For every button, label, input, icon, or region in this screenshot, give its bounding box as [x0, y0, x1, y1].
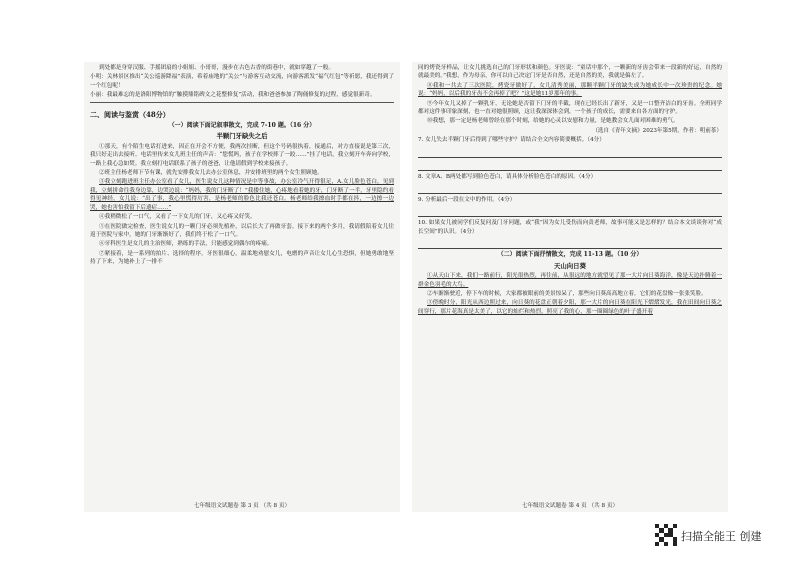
paragraph: ⑦紧接着，是一系列的拍片、选择的程序，牙医很细心，温柔地劝慰女儿，电磨的声音让女儿心生恐惧，但她勇敢地坚持了下来，为她补上了一排不 — [90, 250, 394, 266]
part-heading: （二）阅读下面抒情散文，完成 11-13 题。（10 分） — [497, 251, 643, 259]
article-title: 天山向日葵 — [554, 261, 586, 270]
page-footer: 七年级语文试题卷 第 3 页 （共 8 页） — [193, 502, 291, 509]
paragraph: ④我稍微松了一口气，又看了一下女儿的门牙，又心疼又好笑。 — [99, 214, 256, 221]
answer-line[interactable] — [418, 147, 722, 158]
paragraph: ⑩我想，那一定是杨老师曾经在那个时刻，给她的心灵以安慰和力量，是她教会女儿面对困难的勇气。 — [427, 118, 679, 125]
question-9: 9. 分析最后一段在文中的作用。（4分） — [418, 197, 516, 204]
paragraph: ⑨今年女儿又掉了一颗乳牙，无论她是否留下门牙的半截，现在已经长出了新牙，又是一口整齐洁白的牙齿。全班同学都对这件事印象深刻，也一直对她很照顾，这让我深深体会到，一个孩子的成长，需要来自各方面的守护。 — [418, 100, 722, 116]
paragraph: ①那天，有个陌生电话打进来，因正在开会不方便，我两次挂断，但这个号码很执着，接通后，对方直接说是第三次，我只好走出去接听。电话里传来女儿班主任的声音：“您慌吗，孩子在学校摔了一跤……”挂了电话，我立刻开车奔向学校，一路上我心急如焚。我立刻打电话联系了孩子的爸爸，让他请假到学校来接孩子。 — [90, 143, 394, 167]
answer-line[interactable] — [418, 206, 722, 217]
question-10: 10. 如果女儿被同学们反复问及门牙问题，或“我”因为女儿受伤而向责老师，故事可能又是怎样的？结合本文谈谈你对“成长空间”的认识。（4分） — [418, 220, 722, 235]
question-8: 8. 文章A、B两处都写到脸色苍白，请具体分析脸色苍白的原因。（4分） — [418, 173, 597, 180]
qr-code-icon — [655, 524, 677, 546]
part-heading: （一）阅读下面记叙事散文，完成 7-10 题。（16 分） — [168, 122, 316, 130]
divider — [90, 102, 394, 103]
intro-text: 到处都是身穿汉服、手摇团扇的小姐姐、小哥哥，漫步在古色古香的街巷中，就如穿越了一般。 — [99, 65, 334, 71]
paragraph: ①从天山下来，我们一路前行，阳光很热烈，再往前，从很远的地方就望见了那一大片向日葵海洋，像是天边扑腾着一群金色羽毛的大鸟。 — [418, 273, 722, 288]
paragraph: ⑥牙科医生是女儿的主治医师，熟练的手法，只能感觉到偶尔的疼痛。 — [99, 241, 273, 248]
article-title: 半颗门牙缺失之后 — [216, 132, 268, 141]
answer-line[interactable] — [418, 160, 722, 171]
answer-line[interactable] — [418, 183, 722, 194]
intro-text: 小丽：我最难忘的是洛阳博物馆的“触摸鼎铭碑文之花整修复”活动，我和爸爸参加了陶俑修复的过程，感觉很新奇。 — [90, 92, 376, 99]
paragraph: ⑧我和一共去了三次医院，烤瓷牙做好了，女儿清秀美丽，那颗半颗门牙的缺失成为她成长中一次珍贵的纪念。她说：“妈妈，以后我的牙齿不会再掉了吧？”这是她11岁那年的事。 — [418, 82, 722, 98]
answer-line[interactable] — [418, 238, 722, 249]
watermark: 扫描全能王 创建 — [681, 530, 762, 543]
intro-text: 小明：关林景区推出“关公巡游降福”表演，希着庙地的“关公”与游客互动交流，向游客派发“福气红包”等祈愿，我还得到了一个红包呢！ — [90, 74, 394, 89]
paragraph: ③我立刻跑进班主任办公室看了女儿，医生说女儿这种情况是中等事故，办公室冷气开得很足，A.女儿脸色苍白，见到我，立刻拼命往我身边靠，边哭边说：“妈妈，我的门牙断了！”我搂住她，心疼地看着她的牙，门牙断了一半，牙里隐约看得见神经。女儿说：“出了事，我心里慌得厉害，是杨老师的脸色比我还苍白。杨老师给我擦血时手都在抖，一边擦一边哭，她也害怕我留下后遗症……” — [90, 179, 394, 211]
left-page — [84, 62, 400, 512]
page-footer: 七年级语文试题卷 第 4 页 （共 8 页） — [521, 502, 619, 509]
section-title: 二、阅读与鉴赏（48分） — [90, 109, 170, 119]
paragraph: ②班主任杨老师下节有课，就先安排我女儿去办公室休息，并安排班里的两个女生照顾她。 — [99, 170, 323, 177]
paragraph: ⑤在医院做完检查，医生说女儿的一颗门牙必须先植补，以后长大了再做牙套。接下来的两个多月，我请假陪着女儿往返于医院与家中，她的门牙渐渐好了，我们终于松了一口气。 — [90, 223, 394, 238]
source-citation: （选自《青年文摘》2023年第5期，作者：明前茶） — [592, 127, 722, 134]
paragraph: ②车渐渐驶近，停下车的时候，大家都被眼前的美景惊呆了，那些向日葵高高地立着，它们的花盘像一张张笑脸。 — [427, 290, 707, 297]
paragraph: ③傍晚时分，阳光从西边照过来，向日葵的花盘正朝着夕阳，那一大片的向日葵在阳光下熠熠发光，我在田间向日葵之间穿行，那片花海真是太美了，以它的灿烂和热烈，照亮了我的心，那一圈圈绿色的叶子盛开着 — [418, 300, 722, 315]
question-7: 7. 女儿失去半颗门牙后得到了哪些守护？请结合全文内容简要概括。（4分） — [418, 137, 605, 144]
right-page — [412, 62, 728, 512]
paragraph: 同的烤瓷牙样品，让女儿挑选自己的门牙形状和颜色。牙医说：“童话中那个，一颗新的牙齿会带来一段新的好运，自然的就最美的。”我想，作为母亲，你可以自己决定门牙是否自然，还是自然的美，我就是偏左了。 — [418, 65, 722, 80]
